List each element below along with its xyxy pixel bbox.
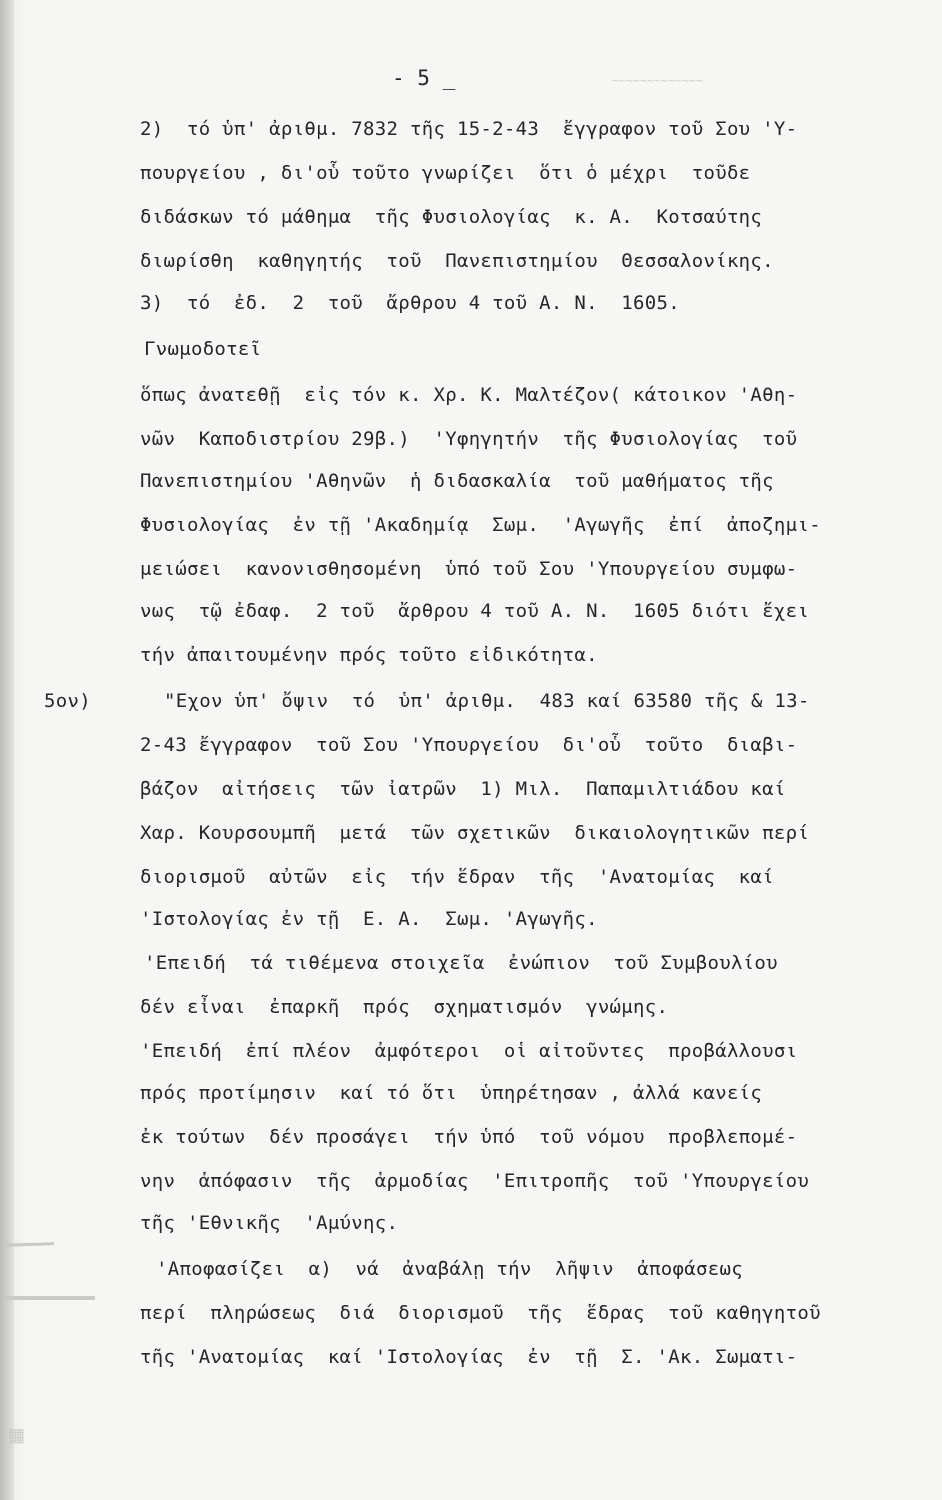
text-line: διδάσκων τό μάθημα τῆς Φυσιολογίας κ. Α. Κοτσαύτης: [140, 206, 763, 228]
text-line: 2-43 ἔγγραφον τοῦ Σου 'Υπουργείου δι'οὗ τοῦτο διαβι-: [140, 734, 798, 756]
text-line: πρός προτίμησιν καί τό ὅτι ὑπηρέτησαν , ἀλλά κανείς: [140, 1082, 763, 1104]
text-line: Χαρ. Κουρσουμπῆ μετά τῶν σχετικῶν δικαιολογητικῶν περί: [140, 822, 810, 844]
text-line: τῆς 'Εθνικῆς 'Αμύνης.: [140, 1212, 399, 1234]
text-line: νῶν Καποδιστρίου 29β.) 'Υφηγητήν τῆς Φυσιολογίας τοῦ: [140, 428, 798, 450]
text-line: βάζον αἰτήσεις τῶν ἰατρῶν 1) Μιλ. Παπαμιλτιάδου καί: [140, 778, 786, 800]
text-line: 'Ιστολογίας ἐν τῇ Ε. Α. Σωμ. 'Αγωγῆς.: [140, 908, 598, 930]
text-line: δέν εἶναι ἐπαρκῆ πρός σχηματισμόν γνώμης.: [140, 996, 669, 1018]
text-line: τῆς 'Ανατομίας καί 'Ιστολογίας ἐν τῇ Σ. 'Ακ. Σωματι-: [140, 1346, 798, 1368]
text-line: 'Αποφασίζει α) νά ἀναβάλῃ τήν λῆψιν ἀποφάσεως: [156, 1258, 743, 1280]
text-line: διωρίσθη καθηγητής τοῦ Πανεπιστημίου Θεσσαλονίκης.: [140, 250, 774, 272]
bleed-through-mark: ~~~~~~~~~~~~~: [612, 74, 704, 88]
bleed-through-mark: ▬▬▬▬▬: [3, 1237, 55, 1250]
text-line: "Εχον ὑπ' ὄψιν τό ὑπ' ἀριθμ. 483 καί 63580 τῆς & 13-: [164, 690, 810, 712]
text-line: ὅπως ἀνατεθῇ εἰς τόν κ. Χρ. Κ. Μαλτέζον( κάτοικον 'Αθη-: [140, 384, 798, 406]
margin-label: 5ον): [44, 690, 91, 712]
page-number: - 5 _: [392, 66, 456, 90]
text-line: 'Επειδή τά τιθέμενα στοιχεῖα ἐνώπιον τοῦ Συμβουλίου: [144, 952, 778, 974]
text-line: διορισμοῦ αὐτῶν εἰς τήν ἕδραν τῆς 'Ανατομίας καί: [140, 866, 774, 888]
text-line: ἐκ τούτων δέν προσάγει τήν ὑπό τοῦ νόμου προβλεπομέ-: [140, 1126, 798, 1148]
text-line: Φυσιολογίας ἐν τῇ 'Ακαδημίᾳ Σωμ. 'Αγωγῆς ἐπί ἀποζημι-: [140, 514, 821, 536]
text-line: νως τῷ ἐδαφ. 2 τοῦ ἄρθρου 4 τοῦ Α. Ν. 1605 διότι ἔχει: [140, 600, 810, 622]
bleed-through-mark: ▬▬▬▬▬▬▬: [4, 1288, 95, 1303]
text-line: 'Επειδή ἐπί πλέον ἀμφότεροι οἱ αἰτοῦντες προβάλλουσι: [140, 1040, 798, 1062]
text-line: 2) τό ὑπ' ἀριθμ. 7832 τῆς 15-2-43 ἔγγραφον τοῦ Σου 'Υ-: [140, 118, 798, 140]
bleed-through-mark: ▦: [8, 1425, 26, 1445]
page-binding-shadow: [0, 0, 14, 1500]
text-line: τήν ἀπαιτουμένην πρός τοῦτο εἰδικότητα.: [140, 644, 598, 666]
text-line: πουργείου , δι'οὗ τοῦτο γνωρίζει ὅτι ὁ μέχρι τοῦδε: [140, 162, 751, 184]
text-line: Γνωμοδοτεῖ: [144, 338, 262, 360]
text-line: νην ἀπόφασιν τῆς ἁρμοδίας 'Επιτροπῆς τοῦ 'Υπουργείου: [140, 1170, 810, 1192]
text-line: Πανεπιστημίου 'Αθηνῶν ἡ διδασκαλία τοῦ μαθήματος τῆς: [140, 470, 774, 492]
text-line: 3) τό ἐδ. 2 τοῦ ἄρθρου 4 τοῦ Α. Ν. 1605.: [140, 292, 680, 314]
text-line: μειώσει κανονισθησομένη ὑπό τοῦ Σου 'Υπουργείου συμφω-: [140, 558, 798, 580]
text-line: περί πληρώσεως διά διορισμοῦ τῆς ἕδρας τοῦ καθηγητοῦ: [140, 1302, 821, 1324]
